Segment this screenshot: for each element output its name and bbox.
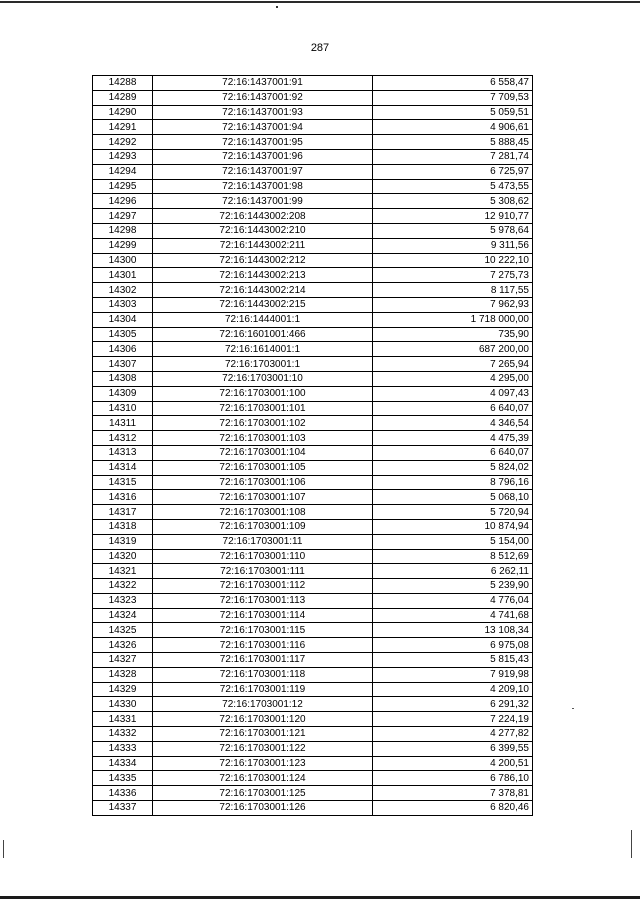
amount-cell: 7 281,74: [373, 149, 533, 164]
cadastral-number-cell: 72:16:1601001:466: [153, 327, 373, 342]
amount-cell: 13 108,34: [373, 623, 533, 638]
amount-cell: 6 725,97: [373, 164, 533, 179]
cadastral-number-cell: 72:16:1703001:104: [153, 445, 373, 460]
cadastral-number-cell: 72:16:1443002:213: [153, 268, 373, 283]
row-number-cell: 14311: [93, 416, 153, 431]
amount-cell: 5 154,00: [373, 534, 533, 549]
row-number-cell: 14330: [93, 697, 153, 712]
table-body: [93, 76, 533, 816]
table-row: [93, 623, 533, 638]
row-number-cell: 14312: [93, 431, 153, 446]
cadastral-number-cell: 72:16:1703001:110: [153, 549, 373, 564]
amount-cell: 10 874,94: [373, 519, 533, 534]
cadastral-number-cell: 72:16:1703001:102: [153, 416, 373, 431]
scan-bottom-edge: [0, 896, 640, 899]
cadastral-number-cell: 72:16:1703001:112: [153, 579, 373, 594]
cadastral-number-cell: 72:16:1703001:108: [153, 505, 373, 520]
row-number-cell: 14325: [93, 623, 153, 638]
cadastral-number-cell: 72:16:1437001:94: [153, 120, 373, 135]
cadastral-number-cell: 72:16:1703001:113: [153, 593, 373, 608]
cadastral-number-cell: 72:16:1443002:214: [153, 283, 373, 298]
cadastral-number-cell: 72:16:1703001:121: [153, 727, 373, 742]
amount-cell: 6 640,07: [373, 445, 533, 460]
amount-cell: 12 910,77: [373, 209, 533, 224]
amount-cell: 4 097,43: [373, 386, 533, 401]
amount-cell: 7 709,53: [373, 90, 533, 105]
table-row: [93, 431, 533, 446]
row-number-cell: 14336: [93, 786, 153, 801]
table-row: [93, 475, 533, 490]
table-row: [93, 297, 533, 312]
row-number-cell: 14308: [93, 371, 153, 386]
row-number-cell: 14307: [93, 357, 153, 372]
table-row: [93, 608, 533, 623]
table-row: [93, 179, 533, 194]
row-number-cell: 14299: [93, 238, 153, 253]
row-number-cell: 14300: [93, 253, 153, 268]
cadastral-number-cell: 72:16:1703001:126: [153, 801, 373, 816]
cadastral-table: [92, 75, 533, 816]
row-number-cell: 14314: [93, 460, 153, 475]
cadastral-number-cell: 72:16:1703001:111: [153, 564, 373, 579]
amount-cell: 10 222,10: [373, 253, 533, 268]
table-row: [93, 741, 533, 756]
amount-cell: 1 718 000,00: [373, 312, 533, 327]
amount-cell: 5 888,45: [373, 135, 533, 150]
row-number-cell: 14320: [93, 549, 153, 564]
cadastral-number-cell: 72:16:1703001:124: [153, 771, 373, 786]
cadastral-number-cell: 72:16:1437001:93: [153, 105, 373, 120]
page-number: 287: [310, 42, 330, 54]
row-number-cell: 14310: [93, 401, 153, 416]
amount-cell: 5 720,94: [373, 505, 533, 520]
cadastral-number-cell: 72:16:1703001:11: [153, 534, 373, 549]
row-number-cell: 14297: [93, 209, 153, 224]
row-number-cell: 14322: [93, 579, 153, 594]
row-number-cell: 14327: [93, 653, 153, 668]
table-row: [93, 90, 533, 105]
row-number-cell: 14306: [93, 342, 153, 357]
amount-cell: 7 962,93: [373, 297, 533, 312]
amount-cell: 6 262,11: [373, 564, 533, 579]
row-number-cell: 14309: [93, 386, 153, 401]
cadastral-number-cell: 72:16:1614001:1: [153, 342, 373, 357]
cadastral-number-cell: 72:16:1703001:123: [153, 756, 373, 771]
table-row: [93, 209, 533, 224]
cadastral-number-cell: 72:16:1443002:212: [153, 253, 373, 268]
amount-cell: 4 906,61: [373, 120, 533, 135]
row-number-cell: 14323: [93, 593, 153, 608]
amount-cell: 8 512,69: [373, 549, 533, 564]
row-number-cell: 14337: [93, 801, 153, 816]
amount-cell: 4 277,82: [373, 727, 533, 742]
cadastral-number-cell: 72:16:1703001:120: [153, 712, 373, 727]
table-row: [93, 120, 533, 135]
amount-cell: 7 378,81: [373, 786, 533, 801]
table-row: [93, 327, 533, 342]
cadastral-number-cell: 72:16:1437001:95: [153, 135, 373, 150]
table-row: [93, 771, 533, 786]
table-row: [93, 371, 533, 386]
amount-cell: 4 741,68: [373, 608, 533, 623]
row-number-cell: 14333: [93, 741, 153, 756]
amount-cell: 4 295,00: [373, 371, 533, 386]
amount-cell: 8 117,55: [373, 283, 533, 298]
amount-cell: 687 200,00: [373, 342, 533, 357]
table-row: [93, 505, 533, 520]
amount-cell: 4 209,10: [373, 682, 533, 697]
amount-cell: 735,90: [373, 327, 533, 342]
amount-cell: 6 820,46: [373, 801, 533, 816]
cadastral-number-cell: 72:16:1703001:107: [153, 490, 373, 505]
amount-cell: 7 265,94: [373, 357, 533, 372]
cadastral-number-cell: 72:16:1437001:97: [153, 164, 373, 179]
row-number-cell: 14293: [93, 149, 153, 164]
table-row: [93, 756, 533, 771]
row-number-cell: 14289: [93, 90, 153, 105]
row-number-cell: 14305: [93, 327, 153, 342]
cadastral-number-cell: 72:16:1703001:119: [153, 682, 373, 697]
table-row: [93, 534, 533, 549]
amount-cell: 7 275,73: [373, 268, 533, 283]
table-row: [93, 164, 533, 179]
table-row: [93, 519, 533, 534]
table-row: [93, 801, 533, 816]
amount-cell: 6 399,55: [373, 741, 533, 756]
row-number-cell: 14288: [93, 76, 153, 91]
cadastral-number-cell: 72:16:1437001:92: [153, 90, 373, 105]
amount-cell: 5 978,64: [373, 223, 533, 238]
row-number-cell: 14331: [93, 712, 153, 727]
amount-cell: 6 291,32: [373, 697, 533, 712]
amount-cell: 6 786,10: [373, 771, 533, 786]
row-number-cell: 14335: [93, 771, 153, 786]
row-number-cell: 14301: [93, 268, 153, 283]
table-row: [93, 401, 533, 416]
amount-cell: 9 311,56: [373, 238, 533, 253]
row-number-cell: 14334: [93, 756, 153, 771]
table-row: [93, 564, 533, 579]
cadastral-number-cell: 72:16:1443002:210: [153, 223, 373, 238]
amount-cell: 4 475,39: [373, 431, 533, 446]
table-row: [93, 223, 533, 238]
cadastral-number-cell: 72:16:1437001:99: [153, 194, 373, 209]
row-number-cell: 14319: [93, 534, 153, 549]
cadastral-number-cell: 72:16:1703001:103: [153, 431, 373, 446]
table-row: [93, 416, 533, 431]
cadastral-number-cell: 72:16:1443002:215: [153, 297, 373, 312]
scan-speck: [276, 6, 278, 8]
table-row: [93, 638, 533, 653]
table-row: [93, 135, 533, 150]
amount-cell: 5 308,62: [373, 194, 533, 209]
amount-cell: 5 059,51: [373, 105, 533, 120]
amount-cell: 6 558,47: [373, 76, 533, 91]
cadastral-number-cell: 72:16:1703001:12: [153, 697, 373, 712]
cadastral-number-cell: 72:16:1703001:118: [153, 667, 373, 682]
scan-right-mark: [631, 830, 632, 858]
table-row: [93, 253, 533, 268]
amount-cell: 6 975,08: [373, 638, 533, 653]
cadastral-number-cell: 72:16:1703001:122: [153, 741, 373, 756]
row-number-cell: 14332: [93, 727, 153, 742]
row-number-cell: 14317: [93, 505, 153, 520]
cadastral-number-cell: 72:16:1437001:91: [153, 76, 373, 91]
cadastral-number-cell: 72:16:1703001:10: [153, 371, 373, 386]
cadastral-number-cell: 72:16:1703001:114: [153, 608, 373, 623]
row-number-cell: 14316: [93, 490, 153, 505]
row-number-cell: 14329: [93, 682, 153, 697]
row-number-cell: 14291: [93, 120, 153, 135]
amount-cell: 7 919,98: [373, 667, 533, 682]
amount-cell: 5 473,55: [373, 179, 533, 194]
table-row: [93, 549, 533, 564]
cadastral-number-cell: 72:16:1703001:117: [153, 653, 373, 668]
row-number-cell: 14294: [93, 164, 153, 179]
table-row: [93, 105, 533, 120]
row-number-cell: 14326: [93, 638, 153, 653]
amount-cell: 5 068,10: [373, 490, 533, 505]
amount-cell: 5 824,02: [373, 460, 533, 475]
amount-cell: 5 239,90: [373, 579, 533, 594]
cadastral-number-cell: 72:16:1703001:109: [153, 519, 373, 534]
cadastral-number-cell: 72:16:1703001:101: [153, 401, 373, 416]
table-row: [93, 268, 533, 283]
table-row: [93, 342, 533, 357]
table-row: [93, 445, 533, 460]
row-number-cell: 14290: [93, 105, 153, 120]
amount-cell: 7 224,19: [373, 712, 533, 727]
table-row: [93, 579, 533, 594]
table-row: [93, 653, 533, 668]
row-number-cell: 14313: [93, 445, 153, 460]
table-row: [93, 149, 533, 164]
table-row: [93, 357, 533, 372]
amount-cell: 6 640,07: [373, 401, 533, 416]
cadastral-number-cell: 72:16:1703001:100: [153, 386, 373, 401]
cadastral-number-cell: 72:16:1703001:105: [153, 460, 373, 475]
cadastral-number-cell: 72:16:1443002:211: [153, 238, 373, 253]
scan-left-mark: [3, 840, 4, 858]
row-number-cell: 14298: [93, 223, 153, 238]
table-row: [93, 682, 533, 697]
row-number-cell: 14295: [93, 179, 153, 194]
table-row: [93, 386, 533, 401]
table-row: [93, 593, 533, 608]
row-number-cell: 14304: [93, 312, 153, 327]
row-number-cell: 14315: [93, 475, 153, 490]
cadastral-number-cell: 72:16:1703001:106: [153, 475, 373, 490]
table-row: [93, 727, 533, 742]
cadastral-number-cell: 72:16:1703001:125: [153, 786, 373, 801]
table-row: [93, 460, 533, 475]
row-number-cell: 14321: [93, 564, 153, 579]
row-number-cell: 14303: [93, 297, 153, 312]
cadastral-number-cell: 72:16:1703001:1: [153, 357, 373, 372]
amount-cell: 4 776,04: [373, 593, 533, 608]
table-row: [93, 712, 533, 727]
table-row: [93, 194, 533, 209]
amount-cell: 4 346,54: [373, 416, 533, 431]
amount-cell: 4 200,51: [373, 756, 533, 771]
table-row: [93, 667, 533, 682]
table-row: [93, 786, 533, 801]
cadastral-number-cell: 72:16:1443002:208: [153, 209, 373, 224]
row-number-cell: 14292: [93, 135, 153, 150]
cadastral-number-cell: 72:16:1444001:1: [153, 312, 373, 327]
cadastral-number-cell: 72:16:1703001:115: [153, 623, 373, 638]
cadastral-number-cell: 72:16:1437001:98: [153, 179, 373, 194]
row-number-cell: 14318: [93, 519, 153, 534]
row-number-cell: 14328: [93, 667, 153, 682]
table-row: [93, 490, 533, 505]
scan-speck: [572, 708, 574, 709]
cadastral-number-cell: 72:16:1703001:116: [153, 638, 373, 653]
table-row: [93, 312, 533, 327]
row-number-cell: 14302: [93, 283, 153, 298]
row-number-cell: 14296: [93, 194, 153, 209]
table-row: [93, 76, 533, 91]
row-number-cell: 14324: [93, 608, 153, 623]
scan-top-edge: [0, 1, 640, 3]
amount-cell: 8 796,16: [373, 475, 533, 490]
amount-cell: 5 815,43: [373, 653, 533, 668]
cadastral-number-cell: 72:16:1437001:96: [153, 149, 373, 164]
table-row: [93, 238, 533, 253]
table-row: [93, 697, 533, 712]
table-row: [93, 283, 533, 298]
